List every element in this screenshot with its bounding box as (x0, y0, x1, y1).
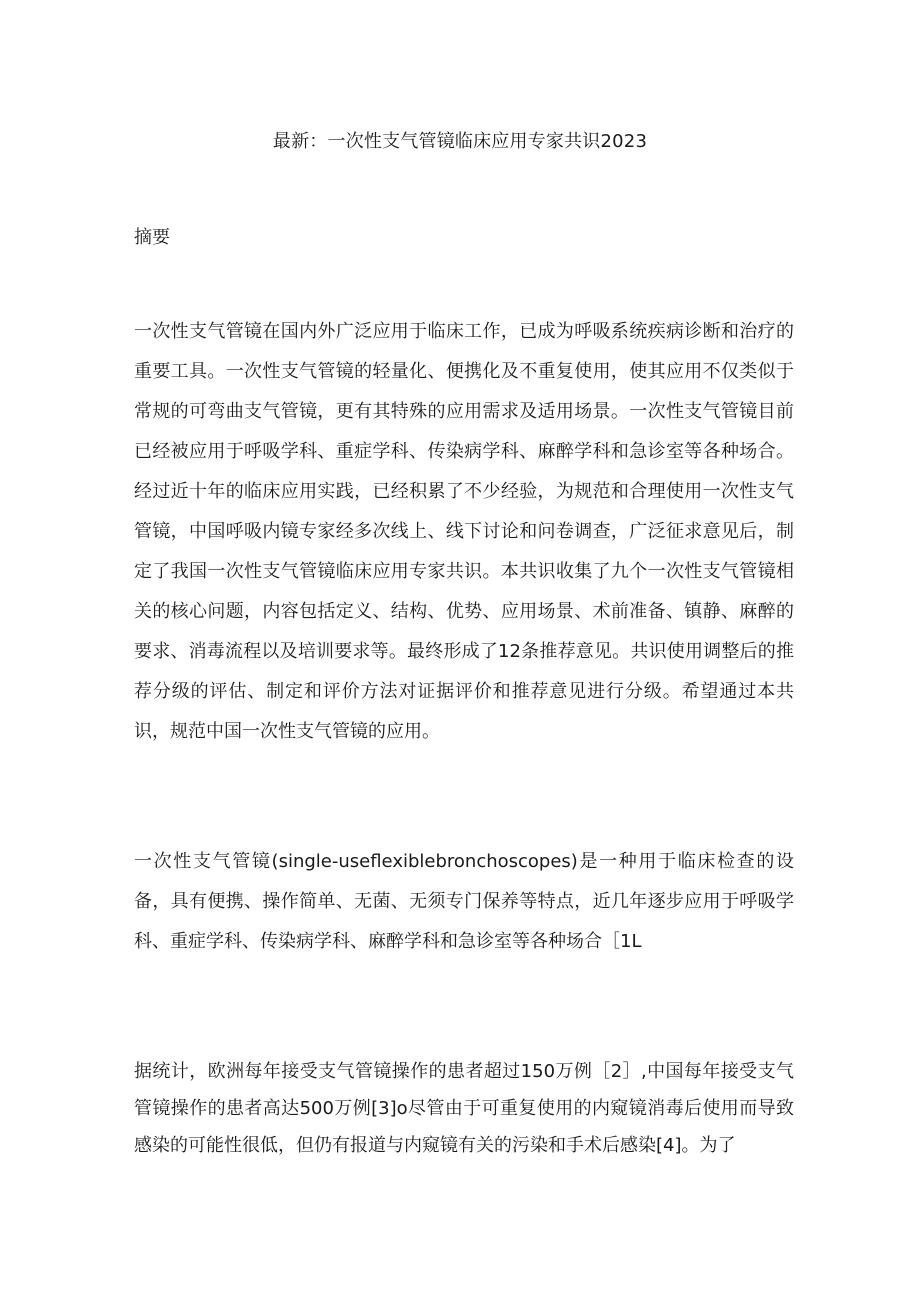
body-paragraph-definition: 一次性支气管镜(single-useflexiblebronchoscopes)是一种用于临床检查的设备，具有便携、操作简单、无菌、无须专门保养等特点，近几年逐步应用于呼吸学科、重症学科、传染病学科、麻醉学科和急诊室等各种场合［1L (134, 851, 794, 952)
abstract-paragraph: 一次性支气管镜在国内外广泛应用于临床工作，已成为呼吸系统疾病诊断和治疗的重要工具。一次性支气管镜的轻量化、便携化及不重复使用，使其应用不仅类似于常规的可弯曲支气管镜，更有其特殊的应用需求及适用场景。一次性支气管镜目前已经被应用于呼吸学科、重症学科、传染病学科、麻醉学科和急诊室等各种场合。经过近十年的临床应用实践，已经积累了不少经验，为规范和合理使用一次性支气管镜，中国呼吸内镜专家经多次线上、线下讨论和问卷调查，广泛征求意见后，制定了我国一次性支气管镜临床应用专家共识。本共识收集了九个一次性支气管镜相关的核心问题，内容包括定义、结构、优势、应用场景、术前准备、镇静、麻醉的要求、消毒流程以及培训要求等。最终形成了12条推荐意见。共识使用调整后的推荐分级的评估、制定和评价方法对证据评价和推荐意见进行分级。希望通过本共识，规范中国一次性支气管镜的应用。 (134, 321, 794, 742)
body-paragraph-statistics: 据统计，欧洲每年接受支气管镜操作的患者超过150万例［2］,中国每年接受支气管镜操作的患者高达500万例[3]o尽管由于可重复使用的内窥镜消毒后使用而导致感染的可能性很低，但仍有报道与内窥镜有关的污染和手术后感染[4]。为了 (134, 1061, 794, 1156)
document-title: 最新：一次性支气管镜临床应用专家共识2023 (272, 131, 648, 152)
abstract-heading: 摘要 (134, 227, 170, 248)
